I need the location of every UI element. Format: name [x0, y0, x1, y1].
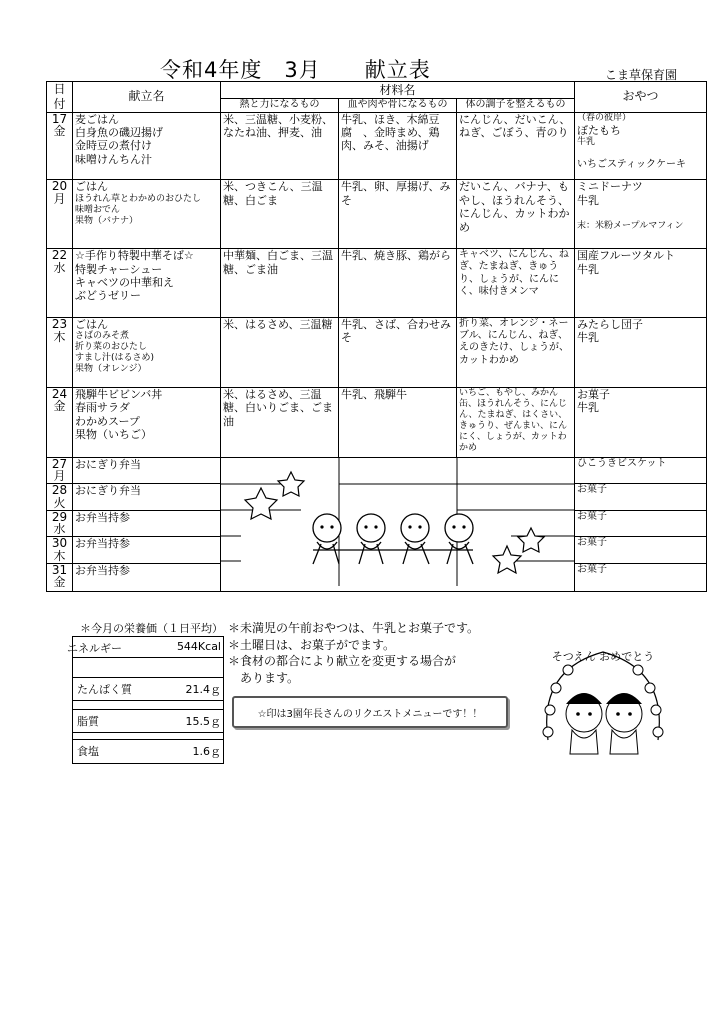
- menu-header: 献立名: [73, 82, 221, 113]
- nutrition-title: ＊今月の栄養価（１日平均）: [80, 622, 223, 635]
- nutrition-table: [67, 636, 224, 764]
- nutrition-row: [73, 709, 223, 733]
- condition-cell: いちご、もやし、みかん缶、ほうれんそう、にんじん、たまねぎ、はくさい、きゅうり、ぜんまい、にんにく、しょうが、カットわかめ: [457, 387, 575, 457]
- protein-value: 21.4ｇ: [185, 683, 221, 696]
- fat-value: 15.5ｇ: [185, 715, 221, 728]
- body-cell: 牛乳、飛騨牛: [339, 387, 457, 457]
- table-row: [47, 457, 707, 483]
- day-cell: 31 金: [47, 563, 73, 591]
- nutrition-row: [67, 637, 223, 658]
- snack-cell: ひこうきビスケット: [575, 457, 707, 483]
- menu-cell: おにぎり弁当: [73, 457, 221, 483]
- day-cell: 30 木: [47, 537, 73, 563]
- illustration-text: そつえん おめでとう: [551, 650, 655, 663]
- children-holding-hands-icon: [221, 458, 575, 586]
- menu-cell: 麦ごはん 白身魚の磯辺揚げ 金時豆の煮付け 味噌けんちん汁: [73, 112, 221, 180]
- table-row: [47, 112, 707, 180]
- menu-cell: お弁当持参: [73, 563, 221, 591]
- note-line: あります。: [240, 670, 300, 685]
- condition-cell: キャベツ、にんじん、ねぎ、たまねぎ、きゅうり、しょうが、にんにく、味付きメンマ: [457, 249, 575, 318]
- energy-cell: 米、つきこん、三温糖、白ごま: [221, 180, 339, 249]
- fat-label: 脂質: [77, 715, 99, 728]
- snack-cell: 国産フルーツタルト 牛乳: [575, 249, 707, 318]
- day-cell: 28 火: [47, 484, 73, 510]
- snack-cell: お菓子: [575, 484, 707, 510]
- nutrition-row: [73, 739, 223, 762]
- energy-cell: 中華麺、白ごま、三温糖、ごま油: [221, 249, 339, 318]
- salt-value: 1.6ｇ: [192, 745, 221, 758]
- condition-cell: 折り菜、オレンジ・ネーブル、にんじん、ねぎ、えのきたけ、しょうが、カットわかめ: [457, 317, 575, 387]
- school-name: こま草保育園: [605, 68, 678, 82]
- table-row: [47, 180, 707, 249]
- energy-cell: 米、はるさめ、三温糖: [221, 317, 339, 387]
- snack-header: おやつ: [575, 82, 707, 113]
- day-cell: 23 木: [47, 317, 73, 387]
- menu-cell: お弁当持参: [73, 537, 221, 563]
- graduation-kids-icon: [528, 630, 678, 770]
- day-cell: 24 金: [47, 387, 73, 457]
- table-row: [47, 387, 707, 457]
- day-cell: 17 金: [47, 112, 73, 180]
- body-cell: 牛乳、卵、厚揚げ、みそ: [339, 180, 457, 249]
- day-cell: 27 月: [47, 457, 73, 483]
- condition-header: 体の調子を整えるもの: [457, 99, 575, 112]
- date-header: 日付: [47, 82, 73, 113]
- nutrition-row: [73, 677, 223, 701]
- menu-cell: ごはん ほうれん草とわかめのおひたし 味噌おでん 果物（バナナ）: [73, 180, 221, 249]
- snack-cell: みたらし団子 牛乳: [575, 317, 707, 387]
- ingredients-header: 材料名: [221, 82, 575, 99]
- table-row: [47, 249, 707, 318]
- snack-cell: お菓子 牛乳: [575, 387, 707, 457]
- snack-cell: （春の彼岸） ぼたもち 牛乳 いちごスティックケーキ: [575, 112, 707, 180]
- snack-cell: お菓子: [575, 537, 707, 563]
- snack-cell: お菓子: [575, 563, 707, 591]
- protein-label: たんぱく質: [77, 683, 132, 696]
- menu-cell: おにぎり弁当: [73, 484, 221, 510]
- notes: [228, 620, 479, 686]
- request-note: ☆印は3園年長さんのリクエストメニューです！！: [232, 696, 508, 728]
- energy-cell: 米、はるさめ、三温糖、白いりごま、ごま油: [221, 387, 339, 457]
- note-line: ＊食材の都合により献立を変更する場合が: [228, 654, 457, 669]
- body-cell: 牛乳、ほき、木綿豆腐 、金時まめ、鶏肉、みそ、油揚げ: [339, 112, 457, 180]
- note-line: ＊未満児の午前おやつは、牛乳とお菓子です。: [228, 621, 480, 635]
- body-header: 血や肉や骨になるもの: [339, 99, 457, 112]
- illustration-cell: [221, 457, 575, 591]
- energy-cell: 米、三温糖、小麦粉、なたね油、押麦、油: [221, 112, 339, 180]
- day-cell: 29 水: [47, 510, 73, 536]
- condition-cell: だいこん、バナナ、もやし、ほうれんそう、にんじん、カットわかめ: [457, 180, 575, 249]
- body-cell: 牛乳、焼き豚、鶏がら: [339, 249, 457, 318]
- menu-cell: ごはん さばのみそ煮 折り菜のおひたし すまし汁(はるさめ) 果物（オレンジ）: [73, 317, 221, 387]
- menu-cell: ☆手作り特製中華そば☆ 特製チャーシュー キャベツの中華和え ぶどうゼリー: [73, 249, 221, 318]
- energy-header: 熱と力になるもの: [221, 99, 339, 112]
- condition-cell: にんじん、だいこん、ねぎ、ごぼう、青のり: [457, 112, 575, 180]
- menu-cell: 飛騨牛ビビンバ丼 春雨サラダ わかめスープ 果物（いちご）: [73, 387, 221, 457]
- table-row: [47, 317, 707, 387]
- energy-value: 544Kcal: [176, 640, 221, 653]
- note-line: ＊土曜日は、お菓子がでます。: [228, 637, 396, 652]
- salt-label: 食塩: [77, 745, 99, 758]
- menu-table: [46, 81, 707, 592]
- snack-cell: ミニドーナツ 牛乳 末：米粉メープルマフィン: [575, 180, 707, 249]
- body-cell: 牛乳、さば、合わせみそ: [339, 317, 457, 387]
- page-title: 令和4年度 3月 献立表: [160, 58, 431, 82]
- day-cell: 22 水: [47, 249, 73, 318]
- day-cell: 20 月: [47, 180, 73, 249]
- snack-cell: お菓子: [575, 510, 707, 536]
- energy-label: エネルギー: [67, 642, 122, 655]
- menu-cell: お弁当持参: [73, 510, 221, 536]
